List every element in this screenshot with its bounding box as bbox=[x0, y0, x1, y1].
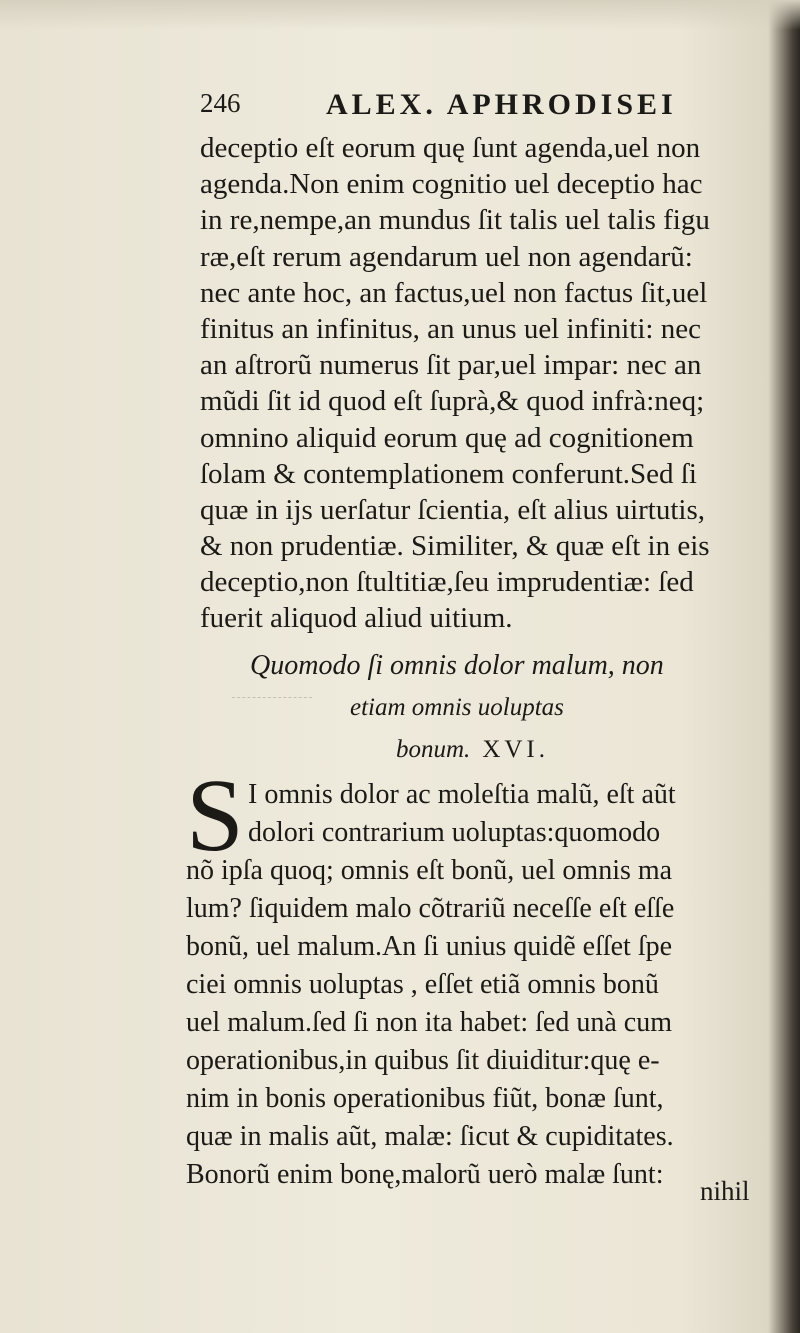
chapter-heading bbox=[250, 645, 750, 771]
text-line: ſolam & contemplationem conferunt.Sed ſi bbox=[200, 457, 697, 490]
text-line: quæ in malis aũt, malæ: ſicut & cupiditates. bbox=[186, 1121, 674, 1152]
running-head: ALEX. APHRODISEI bbox=[326, 88, 677, 121]
chapter-heading-line-3 bbox=[250, 729, 750, 771]
text-line: nim in bonis operationibus fiũt, bonæ ſunt, bbox=[186, 1083, 664, 1114]
page-header bbox=[200, 88, 760, 132]
text-line: ræ,eſt rerum agendarum uel non agendarũ: bbox=[200, 240, 693, 273]
paragraph-2 bbox=[186, 758, 770, 1194]
text-line: deceptio,non ſtultitiæ,ſeu imprudentiæ: ſed bbox=[200, 566, 694, 599]
chapter-heading-line: etiam omnis uoluptas bbox=[350, 694, 564, 721]
text-line: Bonorũ enim bonę,malorũ uerò malæ ſunt: bbox=[186, 1159, 664, 1190]
text-line: fuerit aliquod aliud uitium. bbox=[200, 602, 513, 635]
paragraph-1 bbox=[200, 130, 768, 637]
text-line: lum? ſiquidem malo cõtrariũ neceſſe eſt eſſe bbox=[186, 893, 675, 924]
drop-cap: S bbox=[186, 758, 244, 873]
text-line: nec ante hoc, an factus,uel non factus ſit,uel bbox=[200, 276, 708, 309]
text-line: omnino aliquid eorum quę ad cognitionem bbox=[200, 421, 694, 454]
text-line: I omnis dolor ac moleſtia malũ, eſt aũt bbox=[248, 779, 676, 810]
text-line: bonũ, uel malum.An ſi unius quidẽ eſſet ſpe bbox=[186, 931, 673, 962]
text-line: dolori contrarium uoluptas:quomodo bbox=[248, 817, 661, 848]
text-line: quæ in ijs uerſatur ſcientia, eſt alius uirtutis, bbox=[200, 493, 705, 526]
catchword: nihil bbox=[700, 1176, 750, 1206]
chapter-heading-text: bonum. bbox=[396, 736, 471, 763]
page-number: 246 bbox=[200, 88, 241, 118]
text-line: an aſtrorũ numerus ſit par,uel impar: nec an bbox=[200, 349, 702, 382]
text-line: & non prudentiæ. Similiter, & quæ eſt in eis bbox=[200, 530, 710, 563]
chapter-heading-line: Quomodo ſi omnis dolor malum, non bbox=[250, 650, 664, 681]
text-line: uel malum.ſed ſi non ita habet: ſed unà cum bbox=[186, 1007, 672, 1038]
text-line: deceptio eſt eorum quę ſunt agenda,uel non bbox=[200, 132, 701, 164]
text-line: finitus an infinitus, an unus uel infiniti: nec bbox=[200, 312, 701, 345]
text-line: mũdi ſit id quod eſt ſuprà,& quod infrà:neq; bbox=[200, 385, 705, 418]
text-line: agenda.Non enim cognitio uel deceptio hac bbox=[200, 168, 703, 201]
text-line: operationibus,in quibus ſit diuiditur:quę e- bbox=[186, 1045, 660, 1076]
text-line: nõ ipſa quoq; omnis eſt bonũ, uel omnis ma bbox=[186, 855, 673, 886]
text-line: in re,nempe,an mundus ſit talis uel talis figu bbox=[200, 204, 710, 237]
text-line: ciei omnis uoluptas , eſſet etiã omnis bonũ bbox=[186, 969, 659, 1000]
chapter-number: XVI. bbox=[482, 736, 549, 763]
